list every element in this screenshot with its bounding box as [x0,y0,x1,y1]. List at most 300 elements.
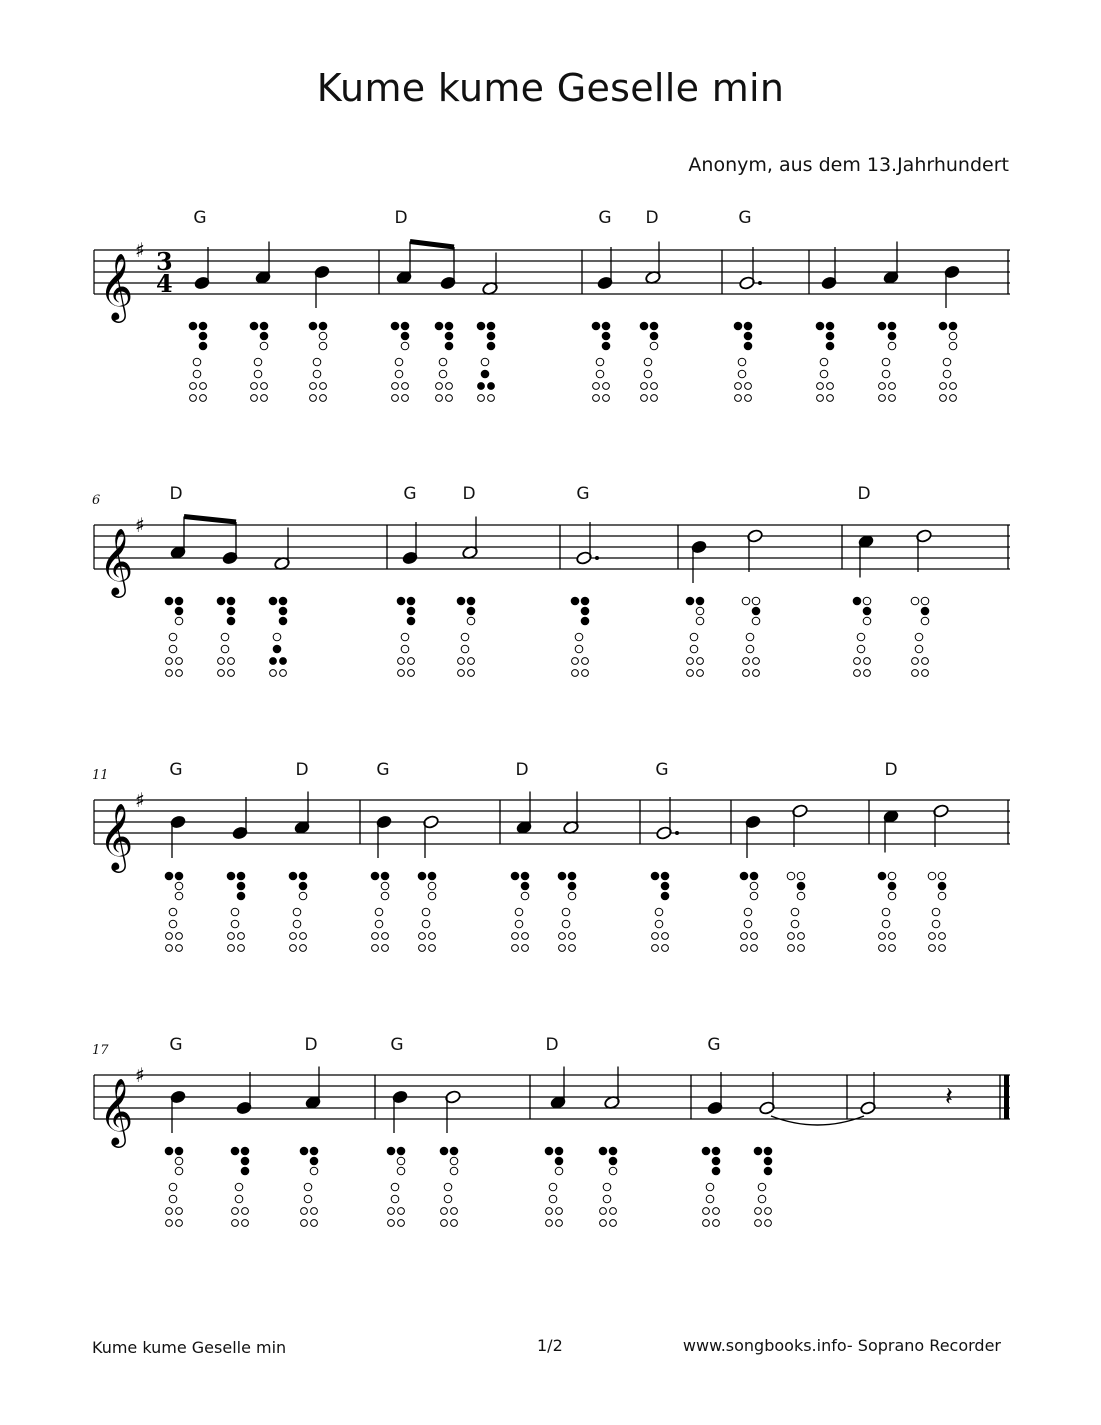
finger-hole [549,1183,557,1191]
thumb-hole [165,872,173,880]
finger-hole [445,322,453,330]
finger-hole-double [218,658,225,665]
finger-hole-double [301,1220,308,1227]
finger-hole-double [228,945,235,952]
finger-hole [199,342,207,350]
finger-hole [746,645,754,653]
finger-hole [407,617,415,625]
finger-hole [260,342,268,350]
finger-hole [319,342,327,350]
thumb-hole [853,597,861,605]
finger-hole [752,607,760,615]
augmentation-dot [675,831,679,835]
finger-hole-double [703,1220,710,1227]
thumb-hole [592,322,600,330]
finger-hole-double [939,945,946,952]
finger-hole-double [652,933,659,940]
finger-hole [310,1167,318,1175]
finger-hole-double [522,945,529,952]
finger-hole [444,1195,452,1203]
fingering-diagram [231,1147,249,1226]
finger-hole-double [446,395,453,402]
finger-hole [175,892,183,900]
finger-hole-double [753,658,760,665]
treble-clef-icon: 𝄞 [99,802,134,870]
finger-hole [690,645,698,653]
finger-hole [797,872,805,880]
finger-hole-double [176,933,183,940]
finger-hole-double [176,1220,183,1227]
fingering-diagram [435,322,453,401]
finger-hole-double [569,945,576,952]
finger-hole [706,1195,714,1203]
finger-hole-double [478,383,485,390]
finger-hole [562,920,570,928]
finger-hole [661,872,669,880]
thumb-hole [734,322,742,330]
fingering-diagram [250,322,268,401]
finger-hole [696,617,704,625]
finger-hole-double [641,395,648,402]
finger-hole-double [311,1208,318,1215]
finger-hole [568,872,576,880]
thumb-hole [418,872,426,880]
finger-hole [401,633,409,641]
finger-hole [921,617,929,625]
finger-hole [237,892,245,900]
finger-hole [764,1167,772,1175]
thumb-hole [545,1147,553,1155]
finger-hole-double [817,395,824,402]
finger-hole [746,633,754,641]
finger-hole-double [582,658,589,665]
finger-hole [175,1147,183,1155]
finger-hole-double [300,945,307,952]
chord-symbol: G [390,1035,404,1055]
finger-hole-double [600,1220,607,1227]
finger-hole-double [603,383,610,390]
fingering-diagram [165,872,183,951]
finger-hole-double [593,395,600,402]
finger-hole-double [697,670,704,677]
finger-hole [169,1195,177,1203]
fingering-diagram [477,322,495,401]
fingering-diagram [911,597,929,676]
fingering-diagram [397,597,415,676]
finger-hole [650,332,658,340]
chord-symbol: D [394,208,408,228]
finger-hole-double [166,670,173,677]
finger-hole [401,342,409,350]
finger-hole [487,322,495,330]
finger-hole-double [798,933,805,940]
finger-hole [826,322,834,330]
finger-hole-double [912,658,919,665]
thumb-hole [217,597,225,605]
finger-hole [826,332,834,340]
finger-hole-double [372,933,379,940]
chord-symbol: G [376,760,390,780]
thumb-hole [640,322,648,330]
finger-hole-double [593,383,600,390]
thumb-hole [435,322,443,330]
fingering-diagram [592,322,610,401]
finger-hole-double [310,395,317,402]
key-signature-sharp: ♯ [135,1063,145,1087]
finger-hole-double [310,383,317,390]
finger-hole [857,645,865,653]
finger-hole [744,342,752,350]
finger-hole-double [176,945,183,952]
finger-hole [575,645,583,653]
fingering-diagram [754,1147,772,1226]
finger-hole-double [238,933,245,940]
finger-hole [444,1183,452,1191]
finger-hole [175,607,183,615]
finger-hole [915,645,923,653]
finger-hole-double [751,945,758,952]
finger-hole [175,882,183,890]
fingering-diagram [878,872,896,951]
finger-hole-double [755,1220,762,1227]
finger-hole [938,882,946,890]
finger-hole [758,1183,766,1191]
finger-hole-double [522,933,529,940]
finger-hole-double [228,658,235,665]
fingering-diagram [787,872,805,951]
tie [771,1116,864,1125]
fingering-diagram [269,597,287,676]
finger-hole-double [753,670,760,677]
finger-hole [712,1167,720,1175]
chord-symbol: D [545,1035,559,1055]
finger-hole [943,370,951,378]
finger-hole-double [559,945,566,952]
finger-hole [603,1183,611,1191]
finger-hole [750,882,758,890]
finger-hole [169,1183,177,1191]
finger-hole [555,1147,563,1155]
finger-hole [602,332,610,340]
finger-hole [568,882,576,890]
finger-hole [260,322,268,330]
fingering-diagram [686,597,704,676]
finger-hole-double [929,933,936,940]
thumb-hole [165,1147,173,1155]
finger-hole-double [398,1220,405,1227]
thumb-hole [928,872,936,880]
finger-hole-double [827,383,834,390]
chord-symbol: G [598,208,612,228]
finger-hole [568,892,576,900]
finger-hole [375,908,383,916]
finger-hole [820,370,828,378]
finger-hole-double [451,1208,458,1215]
thumb-hole [189,322,197,330]
finger-hole-double [889,933,896,940]
finger-hole [231,920,239,928]
finger-hole [921,597,929,605]
fingering-diagram [816,322,834,401]
finger-hole-double [788,945,795,952]
finger-hole-double [512,945,519,952]
finger-hole [319,322,327,330]
finger-hole-double [488,383,495,390]
finger-hole-double [398,658,405,665]
finger-hole-double [402,383,409,390]
fingering-diagram [217,597,235,676]
finger-hole-double [429,933,436,940]
finger-hole [299,892,307,900]
key-signature-sharp: ♯ [135,513,145,537]
thumb-hole [686,597,694,605]
fingering-diagram [740,872,758,951]
finger-hole [797,892,805,900]
finger-hole-double [889,395,896,402]
augmentation-dot [758,281,762,285]
thumb-hole [911,597,919,605]
finger-hole-double [441,1208,448,1215]
thumb-hole [651,872,659,880]
thumb-hole [165,597,173,605]
finger-hole-double [166,658,173,665]
finger-hole-double [556,1208,563,1215]
thumb-hole [558,872,566,880]
thumb-hole [387,1147,395,1155]
finger-hole-double [610,1208,617,1215]
finger-hole [764,1147,772,1155]
finger-hole-double [218,670,225,677]
finger-hole-double [864,670,871,677]
finger-hole-double [301,1208,308,1215]
finger-hole-double [559,933,566,940]
finger-hole-double [600,1208,607,1215]
fingering-diagram [651,872,669,951]
finger-hole [428,872,436,880]
finger-hole-double [939,933,946,940]
chord-symbol: D [884,760,898,780]
thumb-hole [511,872,519,880]
fingering-diagram [300,1147,318,1226]
finger-hole [395,358,403,366]
finger-hole-double [228,670,235,677]
finger-hole [888,872,896,880]
finger-hole [467,597,475,605]
finger-hole-double [270,658,277,665]
thumb-hole [754,1147,762,1155]
finger-hole [797,882,805,890]
thumb-hole [440,1147,448,1155]
thumb-hole [300,1147,308,1155]
finger-hole-double [788,933,795,940]
finger-hole [752,617,760,625]
finger-hole [487,332,495,340]
finger-hole [445,332,453,340]
augmentation-dot [595,556,599,560]
finger-hole [428,882,436,890]
finger-hole-double [190,395,197,402]
finger-hole [169,633,177,641]
fingering-diagram [391,322,409,401]
finger-hole-double [388,1208,395,1215]
finger-hole-double [408,670,415,677]
thumb-hole [227,872,235,880]
finger-hole-double [556,1220,563,1227]
finger-hole [467,617,475,625]
chord-symbol: G [193,208,207,228]
finger-hole [515,920,523,928]
finger-hole-double [392,395,399,402]
chord-symbol: G [169,760,183,780]
finger-hole [279,617,287,625]
finger-hole-double [610,1220,617,1227]
finger-hole [820,358,828,366]
time-signature-bottom: 4 [156,269,173,298]
finger-hole-double [922,658,929,665]
finger-hole-double [280,658,287,665]
footer-title: Kume kume Geselle min [92,1338,287,1357]
chord-symbol: D [304,1035,318,1055]
finger-hole-double [382,933,389,940]
finger-hole [581,607,589,615]
finger-hole [555,1157,563,1165]
finger-hole [943,358,951,366]
finger-hole-double [827,395,834,402]
fingering-diagram [558,872,576,951]
finger-hole-double [242,1208,249,1215]
finger-hole [193,370,201,378]
finger-hole [602,322,610,330]
finger-hole [467,607,475,615]
finger-hole [882,358,890,366]
footer-page-number: 1/2 [537,1336,563,1355]
thumb-hole [250,322,258,330]
finger-hole [596,358,604,366]
finger-hole [661,882,669,890]
finger-hole [381,892,389,900]
staff-system [94,1063,1010,1226]
finger-hole-double [392,383,399,390]
thumb-hole [231,1147,239,1155]
finger-hole-double [280,670,287,677]
finger-hole [310,1157,318,1165]
finger-hole [428,892,436,900]
finger-hole [826,342,834,350]
finger-hole-double [251,395,258,402]
finger-hole-double [436,395,443,402]
chord-symbol: D [515,760,529,780]
finger-hole-double [940,383,947,390]
finger-hole [293,920,301,928]
finger-hole-double [398,670,405,677]
finger-hole [882,920,890,928]
finger-hole [235,1195,243,1203]
finger-hole-double [451,1220,458,1227]
chord-symbol: D [295,760,309,780]
finger-hole-double [745,383,752,390]
fingering-diagram [742,597,760,676]
fingering-diagram [545,1147,563,1226]
finger-hole [299,882,307,890]
finger-hole [254,370,262,378]
finger-hole-double [382,945,389,952]
fingering-diagram [878,322,896,401]
thumb-hole [371,872,379,880]
finger-hole [175,1167,183,1175]
finger-hole-double [582,670,589,677]
finger-hole [169,645,177,653]
finger-hole [293,908,301,916]
finger-hole [391,1183,399,1191]
finger-hole [199,332,207,340]
finger-hole [938,872,946,880]
finger-hole-double [572,658,579,665]
finger-hole [381,872,389,880]
finger-hole-double [755,1208,762,1215]
finger-hole [235,1183,243,1191]
finger-hole [175,617,183,625]
finger-hole [313,358,321,366]
finger-hole-double [190,383,197,390]
finger-hole [750,872,758,880]
finger-hole-double [200,395,207,402]
staff-system [94,788,1010,951]
finger-hole [575,633,583,641]
fingering-diagram [599,1147,617,1226]
fingering-diagram [289,872,307,951]
finger-hole [581,617,589,625]
finger-hole-double [408,658,415,665]
finger-hole [395,370,403,378]
finger-hole-double [290,933,297,940]
finger-hole-double [468,670,475,677]
finger-hole-double [950,383,957,390]
finger-hole [744,920,752,928]
chord-symbol: G [169,1035,183,1055]
finger-hole [738,358,746,366]
finger-hole-double [651,395,658,402]
finger-hole [313,370,321,378]
chord-symbol: G [707,1035,721,1055]
finger-hole-double [735,383,742,390]
thumb-hole [742,597,750,605]
finger-hole-double [478,395,485,402]
finger-hole [744,908,752,916]
thumb-hole [939,322,947,330]
fingering-diagram [928,872,946,951]
finger-hole [888,322,896,330]
finger-hole [932,908,940,916]
finger-hole-double [311,1220,318,1227]
finger-hole [199,322,207,330]
fingering-diagram [189,322,207,401]
finger-hole [227,617,235,625]
finger-hole [401,645,409,653]
finger-hole-double [166,945,173,952]
key-signature-sharp: ♯ [135,238,145,262]
thumb-hole [816,322,824,330]
thumb-hole [457,597,465,605]
fingering-diagram [371,872,389,951]
finger-hole [644,358,652,366]
finger-hole [439,358,447,366]
finger-hole [609,1157,617,1165]
finger-hole-double [912,670,919,677]
finger-hole [764,1157,772,1165]
finger-hole-double [441,1220,448,1227]
finger-hole [863,617,871,625]
chord-symbol: D [169,484,183,504]
